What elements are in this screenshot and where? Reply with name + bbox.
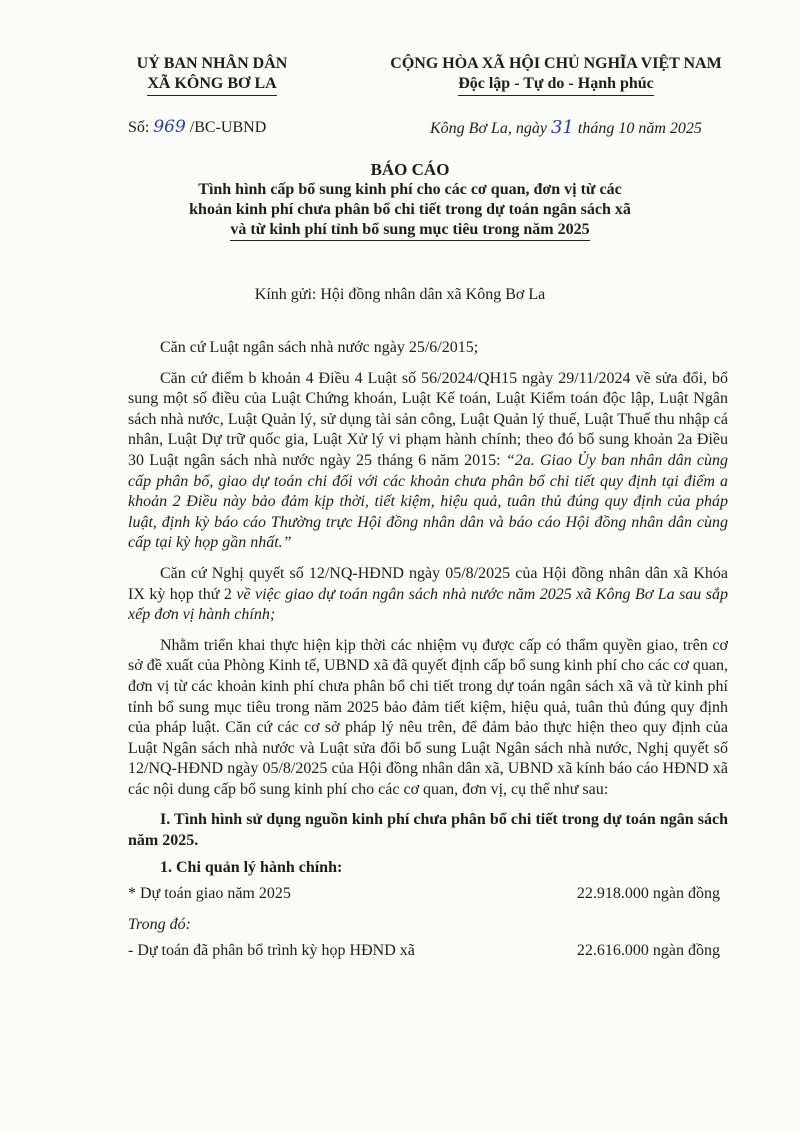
budget-row-allocated-label: - Dự toán đã phân bổ trình kỳ họp HĐND xã (128, 942, 415, 960)
budget-row-assigned-value: 22.918.000 ngàn đồng (576, 885, 720, 903)
org-line-1: UỶ BAN NHÂN DÂN (136, 55, 288, 72)
section-1-heading: I. Tình hình sử dụng nguồn kinh phí chưa phân bổ chi tiết trong dự toán ngân sách năm 2025. (128, 811, 728, 850)
docno-handwritten-number: 969 (153, 117, 186, 137)
national-motto: Độc lập - Tự do - Hạnh phúc (458, 74, 654, 96)
date-prefix: Kông Bơ La, ngày (430, 120, 547, 137)
title-line-2: khoản kinh phí chưa phân bổ chi tiết trong dự toán ngân sách xã (189, 201, 631, 218)
national-title (366, 54, 746, 96)
document-date (430, 117, 702, 138)
title-line-1: Tình hình cấp bổ sung kinh phí cho các cơ quan, đơn vị từ các (198, 181, 622, 198)
report-body (128, 338, 728, 972)
budget-row-allocated (128, 941, 728, 962)
docno-suffix: /BC-UBND (189, 119, 267, 136)
paragraph-purpose: Nhằm triển khai thực hiện kịp thời các nhiệm vụ được cấp có thẩm quyền giao, trên cơ sở đề xuất của Phòng Kinh tế, UBND xã đã quyết định cấp bổ sung kinh phí cho các cơ quan, đơn vị từ các khoản kinh phí chưa phân bổ chi tiết trong dự toán ngân sách xã và từ kinh phí tỉnh bổ sung mục tiêu trong năm 2025 bảo đảm tiết kiệm, hiệu quả, tuân thủ đúng quy định của pháp luật. Căn cứ các cơ sở pháp lý nêu trên, để đảm bảo thực hiện theo quy định của Luật Ngân sách nhà nước và Luật sửa đổi bổ sung Luật Ngân sách nhà nước, Nghị quyết số 12/NQ-HĐND ngày 05/8/2025 của Hội đồng nhân dân xã, UBND xã kính báo cáo HĐND xã các nội dung cấp bổ sung kinh phí cho các cơ quan, đơn vị, cụ thể như sau: (128, 636, 728, 798)
budget-row-allocated-value: 22.616.000 ngàn đồng (576, 942, 720, 960)
paragraph-legal-basis-2 (128, 369, 728, 554)
budget-row-assigned (128, 884, 728, 905)
subsection-1-heading: 1. Chi quản lý hành chính: (160, 858, 343, 876)
paragraph-legal-basis-1: Căn cứ Luật ngân sách nhà nước ngày 25/6/2015; (160, 339, 479, 356)
country-name: CỘNG HÒA XÃ HỘI CHỦ NGHĨA VIỆT NAM (390, 55, 722, 72)
org-line-2: XÃ KÔNG BƠ LA (147, 74, 276, 96)
paragraph-2-text: Căn cứ điểm b khoản 4 Điều 4 Luật số 56/2024/QH15 ngày 29/11/2024 về sửa đổi, bổ sung một số điều của Luật Chứng khoán, Luật Kế toán, Luật Kiểm toán độc lập, Luật Ngân sách nhà nước, Luật Quản lý, sử dụng tài sản công, Luật Quản lý thuế, Luật Thuế thu nhập cá nhân, Luật Dự trữ quốc gia, Luật Xử lý vi phạm hành chính; theo đó bổ sung khoản 2a Điều 30 Luật ngân sách nhà nước ngày 25 tháng 6 năm 2015: (128, 369, 728, 469)
title-line-3: và từ kinh phí tỉnh bổ sung mục tiêu trong năm 2025 (230, 220, 589, 241)
paragraph-3-text: Căn cứ Nghị quyết số 12/NQ-HĐND ngày 05/8/2025 của Hội đồng nhân dân xã Khóa IX kỳ họp thứ 2 (128, 564, 728, 603)
docno-prefix: Số: (128, 119, 150, 136)
date-suffix: tháng 10 năm 2025 (577, 120, 702, 137)
report-title (120, 160, 700, 241)
budget-row-assigned-label: * Dự toán giao năm 2025 (128, 885, 291, 903)
issuing-authority (112, 54, 312, 96)
date-handwritten-day: 31 (550, 117, 574, 138)
paragraph-2-quote: “2a. Giao Ủy ban nhân dân cùng cấp phân bổ, giao dự toán chi đối với các khoản chưa phân bổ chi tiết quy định tại điểm a khoản 2 Điều này bảo đảm kịp thời, tiết kiệm, hiệu quả, tuân thủ đúng quy định của pháp luật, định kỳ báo cáo Thường trực Hội đồng nhân dân và báo cáo Hội đồng nhân dân cùng cấp tại kỳ họp gần nhất.” (128, 451, 729, 552)
paragraph-3-italic: về việc giao dự toán ngân sách nhà nước năm 2025 xã Kông Bơ La sau sắp xếp đơn vị hành chính; (128, 585, 729, 624)
recipient-line: Kính gửi: Hội đồng nhân dân xã Kông Bơ La (254, 286, 546, 303)
in-which-label: Trong đó: (128, 915, 191, 933)
document-number (128, 117, 266, 137)
title-main: BÁO CÁO (370, 160, 450, 179)
paragraph-legal-basis-3 (128, 564, 728, 626)
